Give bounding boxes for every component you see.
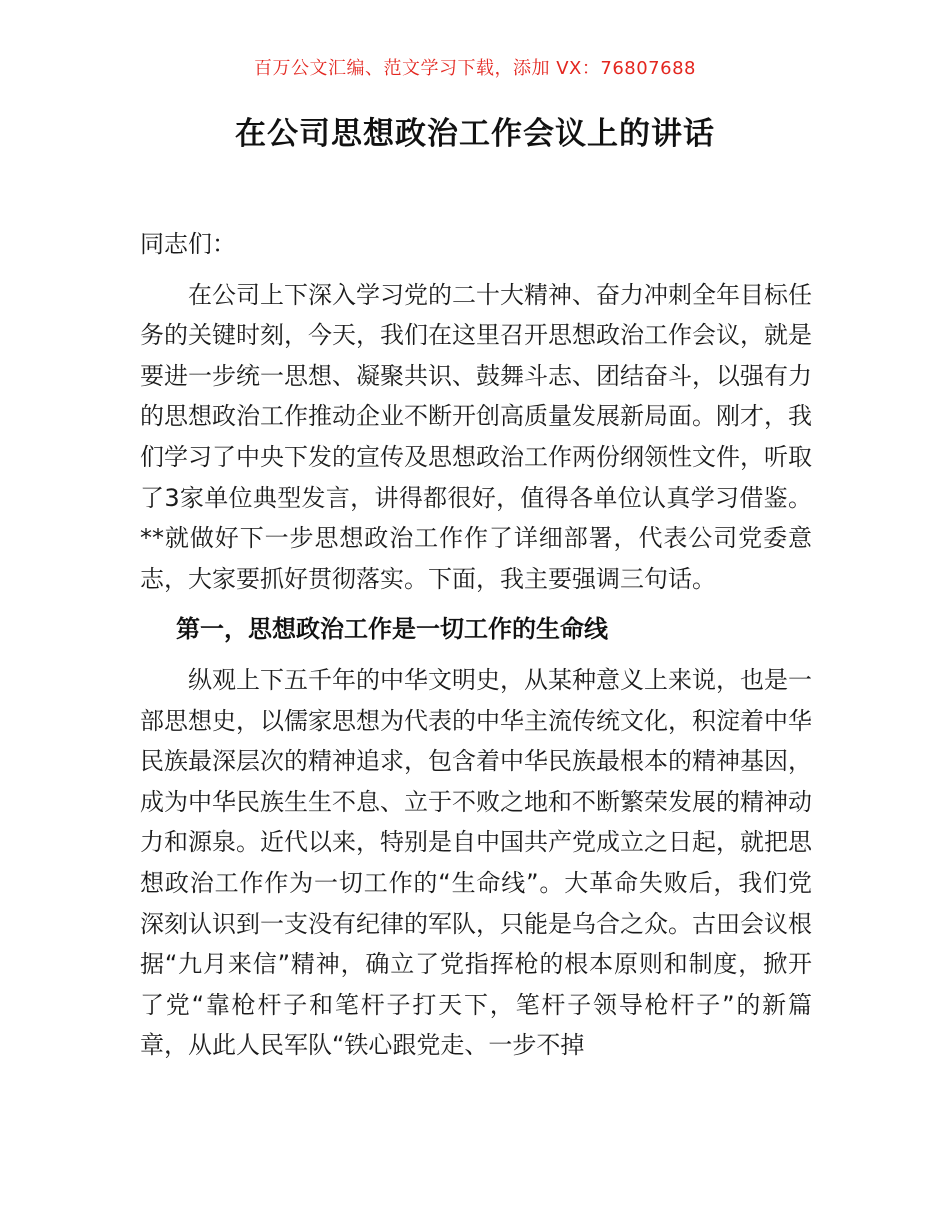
watermark-header: 百万公文汇编、范文学习下载，添加 VX：76807688 [254,58,696,79]
intro-paragraph: 在公司上下深入学习党的二十大精神、奋力冲刺全年目标任务的关键时刻，今天，我们在这里召开思想政治工作会议，就是要进一步统一思想、凝聚共识、鼓舞斗志、团结奋斗，以强有力的思想政治工作推动企业不断开创高质量发展新局面。刚才，我们学习了中央下发的宣传及思想政治工作两份纲领性文件，听取了3家单位典型发言，讲得都很好，值得各单位认真学习借鉴。**就做好下一步思想政治工作作了详细部署，代表公司党委意志，大家要抓好贯彻落实。下面，我主要强调三句话。 [140,280,812,593]
section-1-paragraph: 纵观上下五千年的中华文明史，从某种意义上来说，也是一部思想史，以儒家思想为代表的中华主流传统文化，积淀着中华民族最深层次的精神追求，包含着中华民族最根本的精神基因，成为中华民族生生不息、立于不败之地和不断繁荣发展的精神动力和源泉。近代以来，特别是自中国共产党成立之日起，就把思想政治工作作为一切工作的“生命线”。大革命失败后，我们党深刻认识到一支没有纪律的军队，只能是乌合之众。古田会议根据“九月来信”精神，确立了党指挥枪的根本原则和制度，掀开了党“靠枪杆子和笔杆子打天下，笔杆子领导枪杆子”的新篇章，从此人民军队“铁心跟党走、一步不掉 [140,665,812,1060]
salutation: 同志们： [140,230,236,258]
document-body [140,224,812,1066]
section-1-heading: 第一，思想政治工作是一切工作的生命线 [176,615,608,644]
document-title: 在公司思想政治工作会议上的讲话 [235,116,715,152]
